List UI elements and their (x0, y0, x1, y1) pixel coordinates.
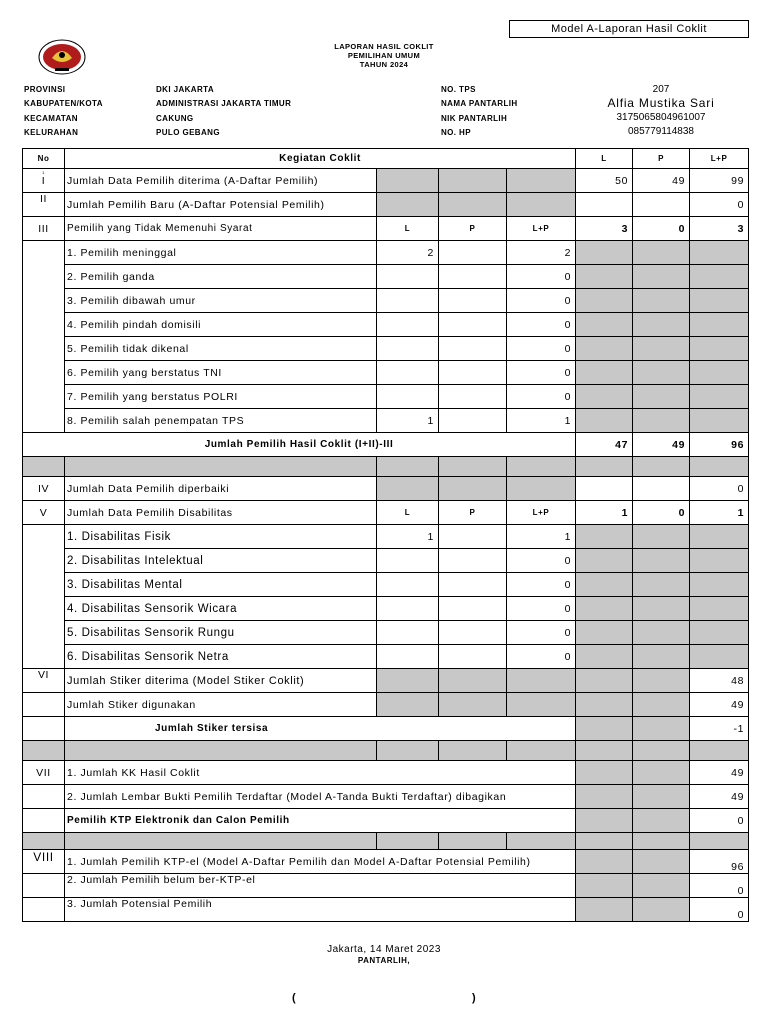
cell-lp: 0 (690, 193, 749, 217)
value-nik-pantarlih: 3175065804961007 (616, 112, 706, 123)
table-row: 2. Jumlah Lembar Bukti Pemilih Terdaftar (Model A-Tanda Bukti Terdaftar) dibagikan 49 (23, 785, 749, 809)
table-row: VI Jumlah Stiker diterima (Model Stiker Coklit) 48 (23, 669, 749, 693)
label-kelurahan: KELURAHAN (24, 128, 79, 137)
row-label: 1. Pemilih meninggal (65, 241, 377, 265)
table-row: 4. Pemilih pindah domisili 0 (23, 313, 749, 337)
head-l: L (576, 149, 633, 169)
sub-p: P (439, 217, 507, 241)
label-no-tps: NO. TPS (441, 85, 476, 94)
table-row: 2. Pemilih ganda 0 (23, 265, 749, 289)
table-row: 1. Disabilitas Fisik 1 1 (23, 525, 749, 549)
row-label: 3. Disabilitas Mental (65, 573, 377, 597)
row-label: Jumlah Data Pemilih diterima (A-Daftar Pemilih) (65, 169, 377, 193)
row-no: III (23, 217, 65, 241)
row-label: 8. Pemilih salah penempatan TPS (65, 409, 377, 433)
value-no-hp: 085779114838 (628, 126, 694, 137)
cell-l: 50 (576, 169, 633, 193)
label-provinsi: PROVINSI (24, 85, 66, 94)
label-kecamatan: KECAMATAN (24, 114, 78, 123)
row-label: 2. Disabilitas Intelektual (65, 549, 377, 573)
table-row: 3. Pemilih dibawah umur 0 (23, 289, 749, 313)
value-kecamatan: CAKUNG (156, 114, 194, 123)
signature-paren-open: ( (292, 992, 296, 1004)
row-label: 3. Pemilih dibawah umur (65, 289, 377, 313)
signature-paren-close: ) (472, 992, 476, 1004)
value-kelurahan: PULO GEBANG (156, 128, 220, 137)
table-row: 2. Jumlah Pemilih belum ber-KTP-el 0 (23, 874, 749, 898)
row-label: 5. Disabilitas Sensorik Rungu (65, 621, 377, 645)
table-row: 1. Pemilih meninggal 2 2 (23, 241, 749, 265)
label-no-hp: NO. HP (441, 128, 471, 137)
row-label: 2. Pemilih ganda (65, 265, 377, 289)
cell-lp: 3 (690, 217, 749, 241)
table-row: 2. Disabilitas Intelektual 0 (23, 549, 749, 573)
spacer-row (23, 741, 749, 761)
table-row: IV Jumlah Data Pemilih diperbaiki 0 (23, 477, 749, 501)
total-label: Jumlah Pemilih Hasil Coklit (I+II)-III (23, 433, 576, 457)
row-label: Jumlah Data Pemilih Disabilitas (65, 501, 377, 525)
row-label: 2. Jumlah Lembar Bukti Pemilih Terdaftar (Model A-Tanda Bukti Terdaftar) dibagikan (65, 785, 576, 809)
label-nik-pantarlih: NIK PANTARLIH (441, 114, 508, 123)
row-no: 1 I (23, 169, 65, 193)
table-row: 7. Pemilih yang berstatus POLRI 0 (23, 385, 749, 409)
table-row: 8. Pemilih salah penempatan TPS 1 1 (23, 409, 749, 433)
table-row: Pemilih KTP Elektronik dan Calon Pemilih 0 (23, 809, 749, 833)
row-label: 2. Jumlah Pemilih belum ber-KTP-el (65, 874, 576, 898)
table-row (23, 217, 749, 241)
row-label: Jumlah Stiker tersisa (65, 717, 576, 741)
model-label: Model A-Laporan Hasil Coklit (509, 20, 749, 38)
row-no: II (23, 193, 65, 217)
row-label: Pemilih yang Tidak Memenuhi Syarat (65, 217, 377, 241)
table-row: 4. Disabilitas Sensorik Wicara 0 (23, 597, 749, 621)
table-row (23, 169, 749, 193)
cell-p: 49 (633, 169, 690, 193)
head-lp: L+P (690, 149, 749, 169)
row-label: Jumlah Data Pemilih diperbaiki (65, 477, 377, 501)
row-label: 1. Jumlah Pemilih KTP-el (Model A-Daftar Pemilih dan Model A-Daftar Potensial Pemilih) (65, 850, 576, 874)
colnum-1: 1 (42, 170, 45, 175)
table-row: Jumlah Stiker tersisa -1 (23, 717, 749, 741)
signature-place-date: Jakarta, 14 Maret 2023 (327, 944, 441, 955)
spacer-row (23, 833, 749, 850)
spacer-row (23, 457, 749, 477)
label-nama-pantarlih: NAMA PANTARLIH (441, 99, 518, 108)
row-label: 3. Jumlah Potensial Pemilih (65, 898, 576, 922)
total-row: Jumlah Pemilih Hasil Coklit (I+II)-III 47 49 96 (23, 433, 749, 457)
row-label: 1. Disabilitas Fisik (65, 525, 377, 549)
table-row: VII 1. Jumlah KK Hasil Coklit 49 (23, 761, 749, 785)
table-row: V Jumlah Data Pemilih Disabilitas L P L+P 1 0 1 (23, 501, 749, 525)
table-row: Jumlah Stiker digunakan 49 (23, 693, 749, 717)
table-row: 3. Disabilitas Mental 0 (23, 573, 749, 597)
table-row: 5. Disabilitas Sensorik Rungu 0 (23, 621, 749, 645)
table-row: 3. Jumlah Potensial Pemilih 0 (23, 898, 749, 922)
value-nama-pantarlih: Alfia Mustika Sari (607, 96, 715, 110)
signature-role: PANTARLIH, (357, 956, 411, 965)
table-row: VIII 1. Jumlah Pemilih KTP-el (Model A-Daftar Pemilih dan Model A-Daftar Potensial Pemilih) 96 (23, 850, 749, 874)
row-label: Jumlah Pemilih Baru (A-Daftar Potensial Pemilih) (65, 193, 377, 217)
head-no: No (23, 149, 65, 169)
cell-l: 3 (576, 217, 633, 241)
value-provinsi: DKI JAKARTA (156, 85, 215, 94)
cell-p: 0 (633, 217, 690, 241)
report-title (284, 42, 484, 69)
value-kabupaten: ADMINISTRASI JAKARTA TIMUR (156, 99, 292, 108)
head-kegiatan: Kegiatan Coklit (65, 149, 576, 169)
row-label: 1. Jumlah KK Hasil Coklit (65, 761, 576, 785)
row-label: 6. Disabilitas Sensorik Netra (65, 645, 377, 669)
row-label: 6. Pemilih yang berstatus TNI (65, 361, 377, 385)
head-p: P (633, 149, 690, 169)
row-label: Jumlah Stiker digunakan (65, 693, 377, 717)
cell-lp: 99 (690, 169, 749, 193)
title-line-3: TAHUN 2024 (359, 60, 409, 69)
sub-l: L (377, 217, 439, 241)
table-header (23, 149, 749, 169)
label-kabupaten: KABUPATEN/KOTA (24, 99, 103, 108)
row-label: Pemilih KTP Elektronik dan Calon Pemilih (65, 809, 576, 833)
title-line-2: PEMILIHAN UMUM (347, 51, 421, 60)
table-row (23, 193, 749, 217)
row-label: 4. Disabilitas Sensorik Wicara (65, 597, 377, 621)
coklit-table (22, 148, 749, 922)
row-label: 7. Pemilih yang berstatus POLRI (65, 385, 377, 409)
table-row: 6. Pemilih yang berstatus TNI 0 (23, 361, 749, 385)
value-no-tps: 207 (652, 84, 670, 95)
row-label: 4. Pemilih pindah domisili (65, 313, 377, 337)
row-label: Jumlah Stiker diterima (Model Stiker Coklit) (65, 669, 377, 693)
title-line-1: LAPORAN HASIL COKLIT (334, 42, 434, 51)
row-label: 5. Pemilih tidak dikenal (65, 337, 377, 361)
sub-lp: L+P (507, 217, 576, 241)
kpu-logo-icon (38, 38, 86, 76)
table-row: 5. Pemilih tidak dikenal 0 (23, 337, 749, 361)
table-row: 6. Disabilitas Sensorik Netra 0 (23, 645, 749, 669)
